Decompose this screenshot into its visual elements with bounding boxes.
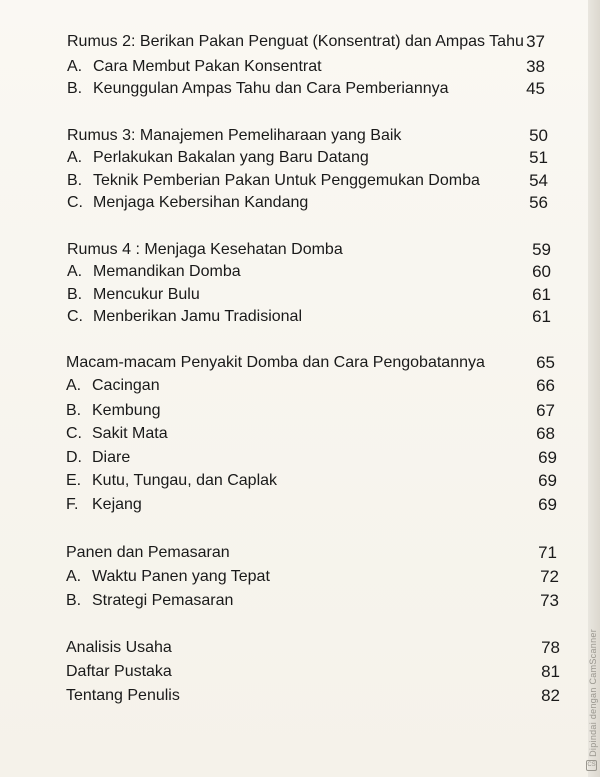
- toc-page-number: 37: [526, 32, 545, 51]
- toc-label: Keunggulan Ampas Tahu dan Cara Pemberiannya: [93, 80, 449, 97]
- toc-label: Kembung: [92, 402, 161, 419]
- toc-letter: E.: [66, 472, 82, 489]
- toc-letter: C.: [66, 425, 82, 442]
- toc-page-number: 45: [526, 79, 545, 98]
- toc-letter: B.: [66, 402, 82, 419]
- toc-page-number: 78: [541, 638, 560, 657]
- toc-label: Menjaga Kebersihan Kandang: [93, 194, 309, 211]
- toc-letter: F.: [66, 496, 79, 513]
- toc-subentry: [67, 307, 302, 327]
- toc-page-number: 71: [538, 543, 557, 562]
- toc-entry: [67, 126, 401, 146]
- toc-subentry: [67, 148, 369, 168]
- scanner-watermark: Dipindai dengan CamScanner: [588, 629, 598, 757]
- toc-subentry: [67, 285, 200, 305]
- toc-letter: D.: [66, 449, 82, 466]
- toc-label: Analisis Usaha: [66, 639, 172, 656]
- toc-letter: B.: [66, 592, 82, 609]
- toc-subentry: [66, 471, 277, 491]
- toc-page-number: 50: [529, 126, 548, 145]
- toc-label: Panen dan Pemasaran: [66, 544, 230, 561]
- toc-page-number: 59: [532, 240, 551, 259]
- toc-letter: A.: [67, 149, 83, 166]
- toc-page-number: 38: [526, 57, 545, 76]
- toc-label: Diare: [92, 449, 131, 466]
- toc-letter: A.: [66, 568, 82, 585]
- toc-letter: C.: [67, 194, 83, 211]
- toc-label: Sakit Mata: [92, 425, 168, 442]
- toc-label: Mencukur Bulu: [93, 286, 200, 303]
- toc-label: Kejang: [92, 496, 142, 513]
- toc-label: Rumus 3: Manajemen Pemeliharaan yang Baik: [67, 127, 402, 144]
- toc-letter: A.: [67, 58, 83, 75]
- toc-page-number: 82: [541, 686, 560, 705]
- toc-entry: [66, 686, 180, 706]
- toc-page-number: 60: [532, 262, 551, 281]
- toc-entry: [67, 240, 343, 260]
- toc-subentry: [66, 376, 160, 396]
- toc-subentry: [66, 448, 130, 468]
- toc-label: Daftar Pustaka: [66, 663, 172, 680]
- toc-letter: B.: [67, 172, 83, 189]
- toc-page-number: 56: [529, 193, 548, 212]
- toc-label: Rumus 2: Berikan Pakan Penguat (Konsentrat) dan Ampas Tahu: [67, 33, 524, 50]
- toc-page-number: 69: [538, 448, 557, 467]
- toc-entry: [66, 353, 485, 373]
- toc-page-number: 61: [532, 285, 551, 304]
- toc-label: Kutu, Tungau, dan Caplak: [92, 472, 278, 489]
- toc-page-number: 65: [536, 353, 555, 372]
- toc-letter: C.: [67, 308, 83, 325]
- toc-page-number: 54: [529, 171, 548, 190]
- toc-page-number: 66: [536, 376, 555, 395]
- toc-subentry: [66, 495, 142, 515]
- toc-label: Teknik Pemberian Pakan Untuk Penggemukan Domba: [93, 172, 480, 189]
- toc-subentry: [67, 262, 241, 282]
- toc-label: Tentang Penulis: [66, 687, 180, 704]
- toc-label: Strategi Pemasaran: [92, 592, 234, 609]
- toc-letter: A.: [66, 377, 82, 394]
- toc-page-number: 51: [529, 148, 548, 167]
- toc-letter: B.: [67, 286, 83, 303]
- toc-page-number: 73: [540, 591, 559, 610]
- toc-label: Perlakukan Bakalan yang Baru Datang: [93, 149, 369, 166]
- toc-subentry: [66, 567, 270, 587]
- toc-subentry: [67, 171, 480, 191]
- toc-subentry: [67, 79, 449, 99]
- toc-label: Cacingan: [92, 377, 160, 394]
- toc-letter: B.: [67, 80, 83, 97]
- toc-label: Menberikan Jamu Tradisional: [93, 308, 302, 325]
- toc-page-number: 81: [541, 662, 560, 681]
- toc-subentry: [66, 591, 233, 611]
- toc-page-number: 61: [532, 307, 551, 326]
- toc-label: Rumus 4 : Menjaga Kesehatan Domba: [67, 241, 343, 258]
- toc-entry: [66, 662, 172, 682]
- toc-entry: [66, 638, 172, 658]
- toc-subentry: [66, 401, 161, 421]
- camscanner-icon: CS: [586, 760, 597, 771]
- toc-page-number: 69: [538, 471, 557, 490]
- toc-subentry: [67, 193, 308, 213]
- toc-entry: [66, 543, 230, 563]
- toc-page-number: 68: [536, 424, 555, 443]
- toc-page-number: 67: [536, 401, 555, 420]
- toc-subentry: [66, 424, 168, 444]
- toc-page-number: 72: [540, 567, 559, 586]
- toc-page-number: 69: [538, 495, 557, 514]
- toc-label: Macam-macam Penyakit Domba dan Cara Pengobatannya: [66, 354, 485, 371]
- toc-subentry: [67, 57, 322, 77]
- toc-letter: A.: [67, 263, 83, 280]
- toc-entry: [67, 32, 524, 52]
- toc-label: Waktu Panen yang Tepat: [92, 568, 270, 585]
- toc-label: Cara Membut Pakan Konsentrat: [93, 58, 322, 75]
- toc-label: Memandikan Domba: [93, 263, 241, 280]
